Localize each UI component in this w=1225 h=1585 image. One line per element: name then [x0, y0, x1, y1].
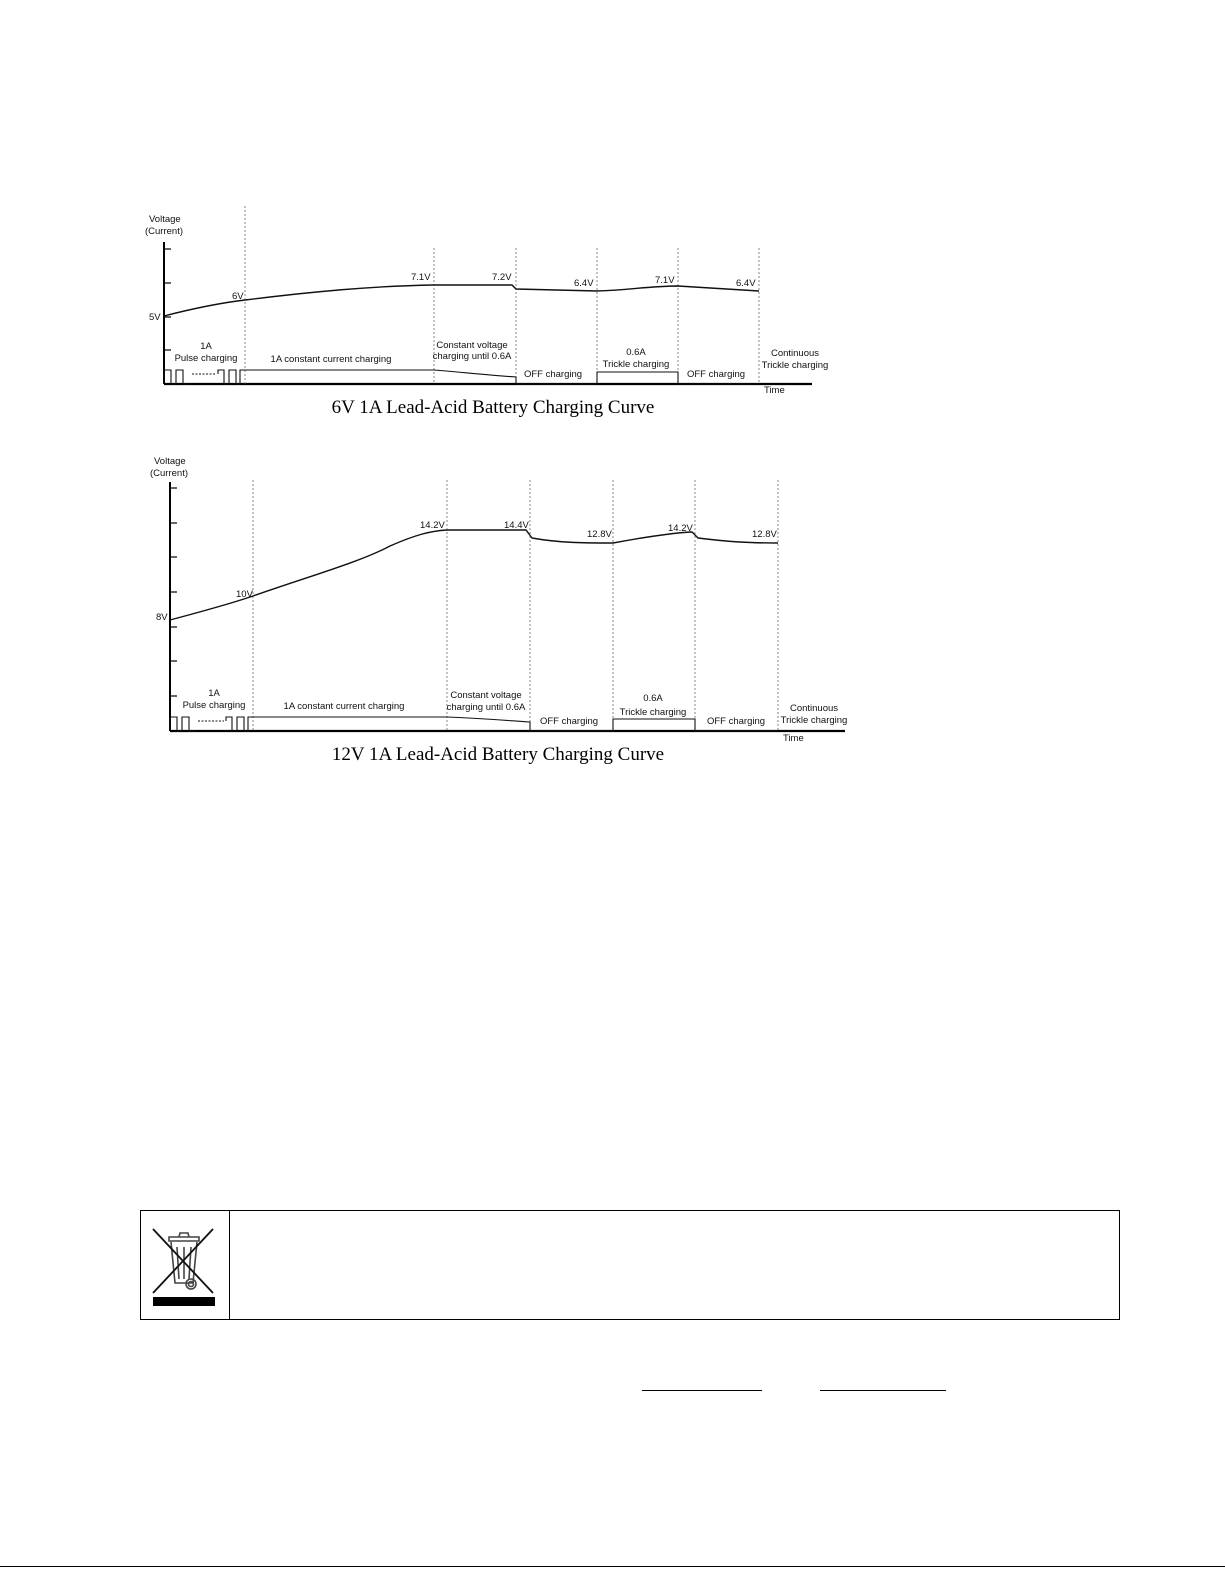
- stage-label: 0.6A: [643, 693, 663, 704]
- stage-label: OFF charging: [523, 369, 583, 380]
- voltage-label: 14.2V: [420, 520, 445, 531]
- voltage-label: 14.2V: [668, 523, 693, 534]
- stage-label: Pulse charging: [174, 353, 238, 364]
- current-profile-main: [218, 370, 759, 384]
- y-ticks: [170, 488, 177, 696]
- stage-label: Constant voltage: [450, 690, 522, 701]
- blank-line: [642, 1390, 762, 1391]
- page-bottom-rule: [0, 1566, 1225, 1567]
- voltage-label: 12.8V: [587, 529, 612, 540]
- y-ticks: [164, 249, 171, 350]
- voltage-label: 6V: [232, 291, 244, 302]
- voltage-label: 6.4V: [736, 278, 756, 289]
- voltage-curve: [170, 530, 778, 620]
- y-axis-label-sub: (Current): [145, 226, 184, 237]
- voltage-label: 14.4V: [504, 520, 529, 531]
- voltage-label: 12.8V: [752, 529, 777, 540]
- stage-label: 1A constant current charging: [270, 354, 392, 365]
- y-axis-label-sub: (Current): [150, 468, 189, 479]
- current-profile: [164, 370, 190, 384]
- stage-label: Continuous: [789, 703, 839, 714]
- chart-title: 12V 1A Lead-Acid Battery Charging Curve: [331, 744, 665, 765]
- voltage-label: 10V: [236, 589, 253, 600]
- voltage-label: 6.4V: [574, 278, 594, 289]
- stage-label: charging until 0.6A: [432, 351, 512, 362]
- stage-label: 0.6A: [626, 347, 646, 358]
- stage-label: OFF charging: [706, 716, 766, 727]
- stage-label: Trickle charging: [761, 360, 829, 371]
- stage-label: Trickle charging: [780, 715, 848, 726]
- stage-label: Pulse charging: [182, 700, 246, 711]
- stage-label: 1A: [208, 688, 220, 699]
- stage-label: 1A constant current charging: [283, 701, 405, 712]
- charging-curve-12v: [140, 450, 860, 770]
- y-tick-label: 8V: [156, 612, 168, 623]
- y-axis-label: Voltage: [154, 456, 186, 467]
- current-profile: [170, 717, 196, 731]
- stage-label: 1A: [200, 341, 212, 352]
- stage-label: Continuous: [770, 348, 820, 359]
- stage-label: Trickle charging: [602, 359, 670, 370]
- x-axis-label: Time: [764, 385, 785, 396]
- chart-title: 6V 1A Lead-Acid Battery Charging Curve: [331, 397, 655, 418]
- disposal-notice-box: [140, 1210, 1120, 1320]
- stage-label: OFF charging: [686, 369, 746, 380]
- y-axis-label: Voltage: [149, 214, 181, 225]
- blank-line: [820, 1390, 946, 1391]
- x-axis-label: Time: [783, 733, 804, 744]
- voltage-curve: [164, 285, 759, 316]
- voltage-label: 7.2V: [492, 272, 512, 283]
- voltage-label: 7.1V: [655, 275, 675, 286]
- stage-label: charging until 0.6A: [446, 702, 526, 713]
- box-divider: [229, 1211, 230, 1319]
- charging-curve-6v: [140, 200, 860, 425]
- stage-label: Constant voltage: [436, 340, 508, 351]
- y-tick-label: 5V: [149, 312, 161, 323]
- stage-label: Trickle charging: [619, 707, 687, 718]
- stage-label: OFF charging: [539, 716, 599, 727]
- crossed-out-bin-icon: [149, 1225, 219, 1312]
- voltage-label: 7.1V: [411, 272, 431, 283]
- current-profile-main: [226, 717, 778, 731]
